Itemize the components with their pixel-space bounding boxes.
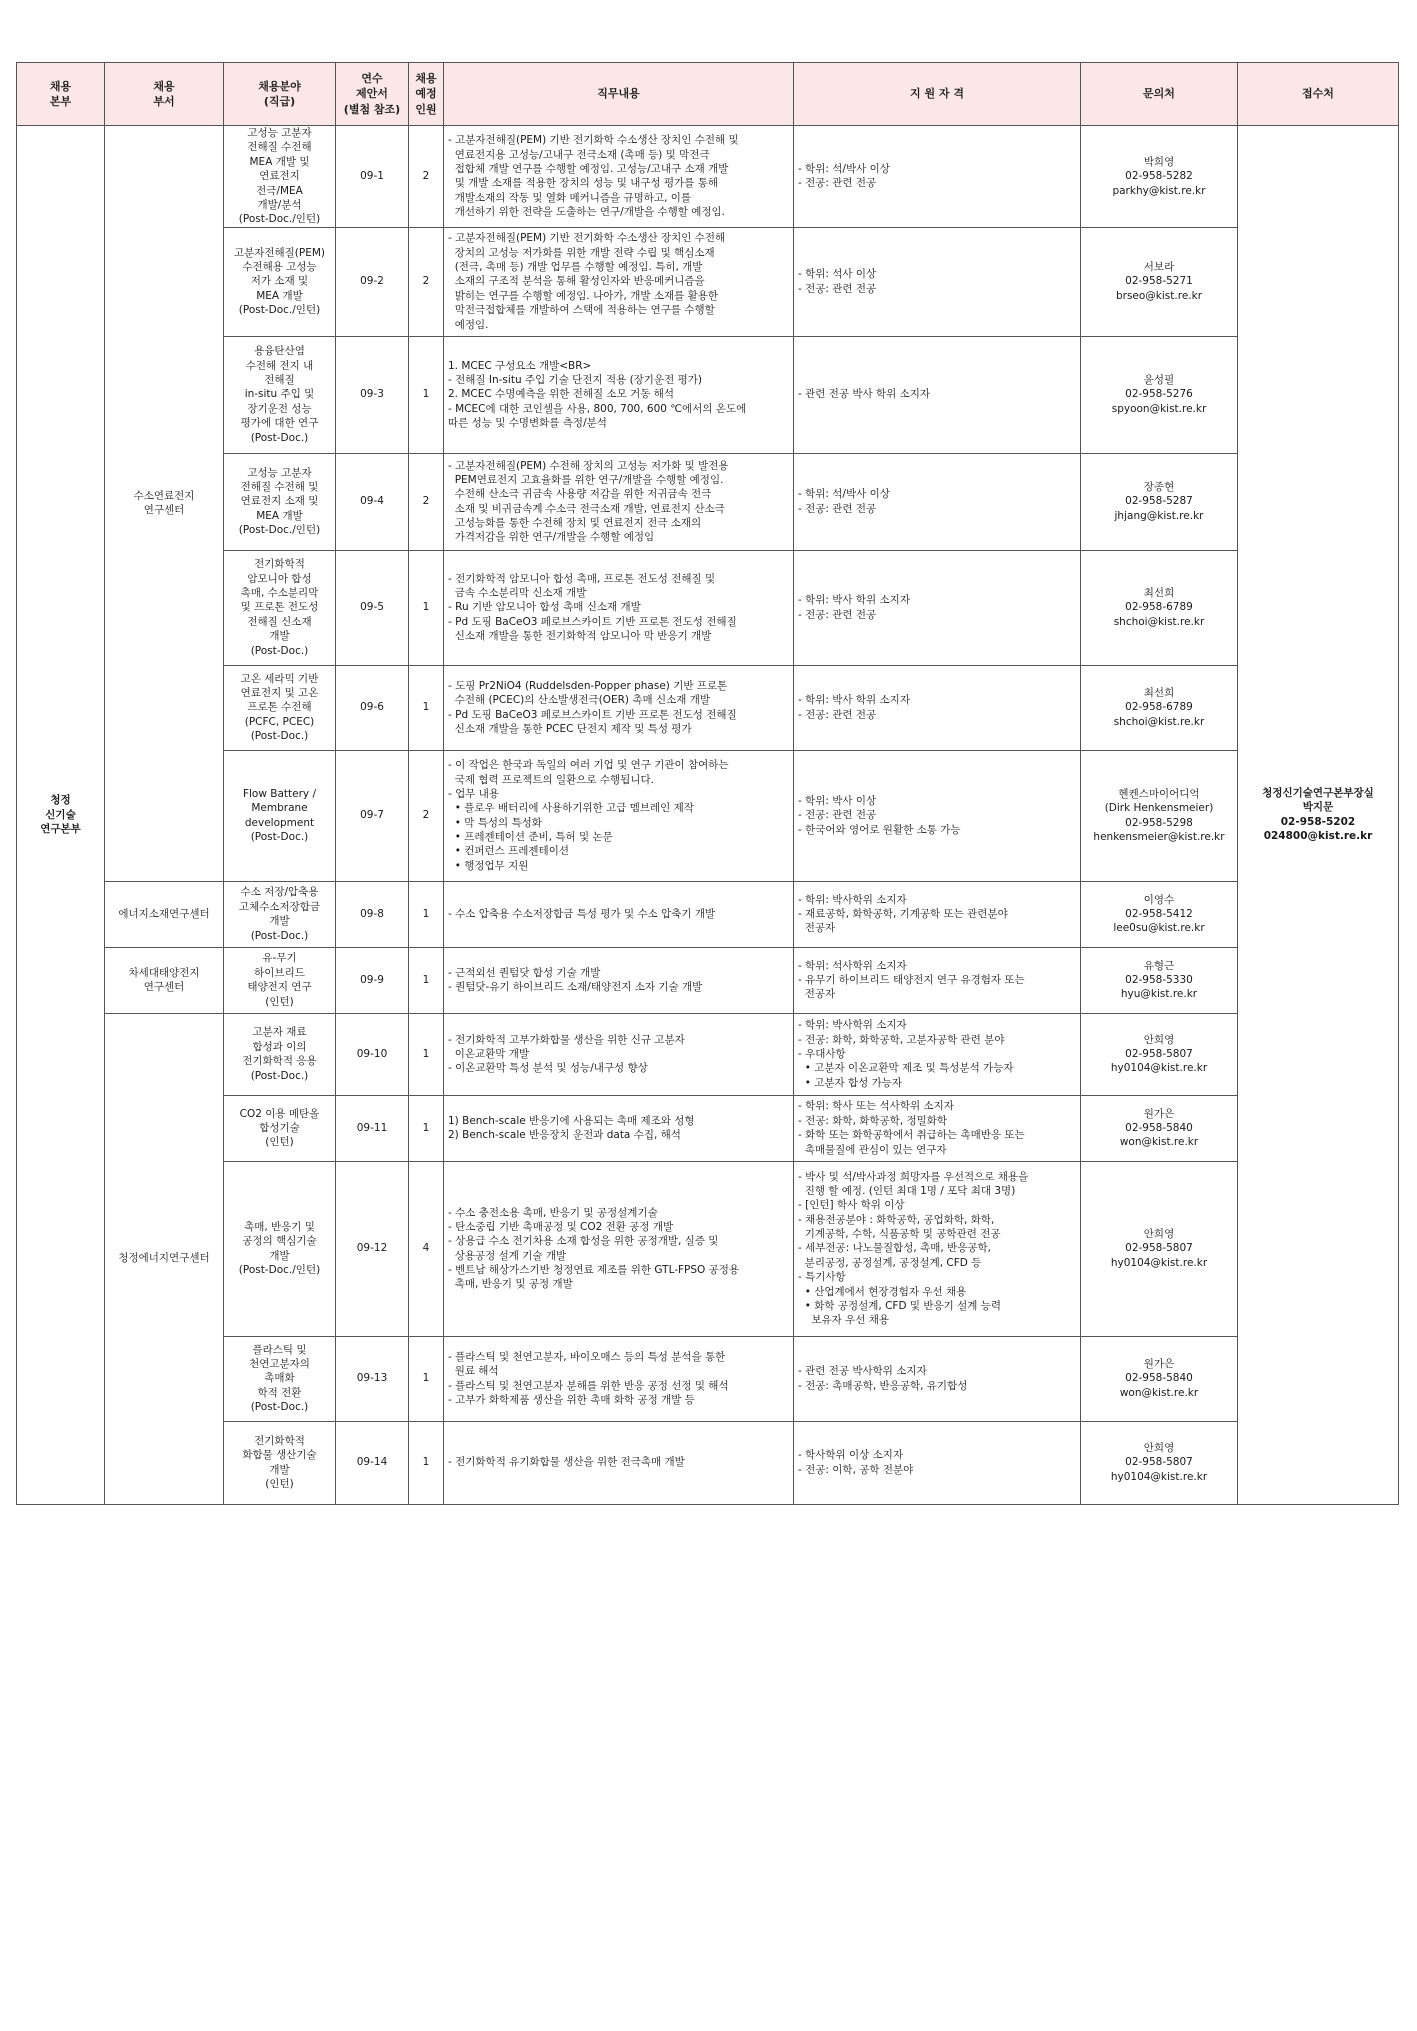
quals-cell: - 관련 전공 박사학위 소지자 - 전공: 촉매공학, 반응공학, 유기합성 — [794, 1336, 1081, 1421]
table-row — [17, 453, 1399, 550]
code-cell: 09-5 — [336, 550, 409, 665]
duties-cell: - 수소 충전소용 촉매, 반응기 및 공정설계기술 - 탄소중립 기반 촉매공정 및 CO2 전환 공정 개발 - 상용급 수소 전기차용 소재 합성을 위한 공정개발, 실증 및 상용공정 설계 기술 개발 - 벤트남 해상가스기반 청정연료 제조를 위한 GTL-FPSO 공정용 촉매, 반응기 및 공정 개발 — [444, 1161, 794, 1336]
duties-cell: - 전기화학적 암모니아 합성 촉매, 프로톤 전도성 전해질 및 금속 수소분리막 신소재 개발 - Ru 기반 암모니아 합성 촉매 신소재 개발 - Pd 도핑 BaCeO3 페로브스카이트 기반 프로톤 전도성 전해질 신소재 개발을 통한 전기화학적 암모니아 막 반응기 개발 — [444, 550, 794, 665]
field-cell: 고성능 고분자 전해질 수전해 및 연료전지 소재 및 MEA 개발 (Post-Doc./인턴) — [224, 453, 336, 550]
quals-cell: - 학위: 석/박사 이상 - 전공: 관련 전공 — [794, 126, 1081, 228]
table-row — [17, 1161, 1399, 1336]
duties-cell: 1) Bench-scale 반응기에 사용되는 촉매 제조와 성형 2) Bench-scale 반응장치 운전과 data 수집, 해석 — [444, 1095, 794, 1161]
code-cell: 09-9 — [336, 947, 409, 1013]
count-cell: 2 — [409, 453, 444, 550]
contact-cell: 안희영 02-958-5807 hy0104@kist.re.kr — [1081, 1161, 1238, 1336]
table-row — [17, 550, 1399, 665]
count-cell: 1 — [409, 881, 444, 947]
header-receipt: 접수처 — [1238, 63, 1399, 126]
table-row — [17, 126, 1399, 228]
count-cell: 2 — [409, 227, 444, 336]
contact-cell: 안희영 02-958-5807 hy0104@kist.re.kr — [1081, 1013, 1238, 1095]
field-cell: 촉매, 반응기 및 공정의 핵심기술 개발 (Post-Doc./인턴) — [224, 1161, 336, 1336]
duties-cell: - 수소 압축용 수소저장합금 특성 평가 및 수소 압축기 개발 — [444, 881, 794, 947]
field-cell: 고분자 재료 합성과 이의 전기화학적 응용 (Post-Doc.) — [224, 1013, 336, 1095]
field-cell: 고온 세라믹 기반 연료전지 및 고온 프로톤 수전해 (PCFC, PCEC) (Post-Doc.) — [224, 665, 336, 750]
field-cell: Flow Battery / Membrane development (Post-Doc.) — [224, 750, 336, 881]
field-cell: CO2 이용 메탄올 합성기술 (인턴) — [224, 1095, 336, 1161]
quals-cell: - 학위: 석사 이상 - 전공: 관련 전공 — [794, 227, 1081, 336]
table-row — [17, 1336, 1399, 1421]
contact-cell: 장종현 02-958-5287 jhjang@kist.re.kr — [1081, 453, 1238, 550]
contact-cell: 최선희 02-958-6789 shchoi@kist.re.kr — [1081, 550, 1238, 665]
code-cell: 09-2 — [336, 227, 409, 336]
field-cell: 전기화학적 암모니아 합성 촉매, 수소분리막 및 프로톤 전도성 전해질 신소재 개발 (Post-Doc.) — [224, 550, 336, 665]
code-cell: 09-4 — [336, 453, 409, 550]
table-row — [17, 1013, 1399, 1095]
contact-cell: 윤성필 02-958-5276 spyoon@kist.re.kr — [1081, 336, 1238, 453]
code-cell: 09-1 — [336, 126, 409, 228]
contact-cell: 원가은 02-958-5840 won@kist.re.kr — [1081, 1336, 1238, 1421]
table-row — [17, 947, 1399, 1013]
count-cell: 1 — [409, 550, 444, 665]
division-cell: 청정 신기술 연구본부 — [17, 126, 105, 1505]
quals-cell: - 학위: 박사 학위 소지자 - 전공: 관련 전공 — [794, 665, 1081, 750]
table-row — [17, 665, 1399, 750]
count-cell: 2 — [409, 750, 444, 881]
code-cell: 09-13 — [336, 1336, 409, 1421]
code-cell: 09-7 — [336, 750, 409, 881]
duties-cell: - 플라스틱 및 천연고분자, 바이오매스 등의 특성 분석을 통한 원료 해석 - 플라스틱 및 천연고분자 분해를 위한 반응 공정 선정 및 해석 - 고부가 화학제품 생산을 위한 촉매 화학 공정 개발 등 — [444, 1336, 794, 1421]
quals-cell: - 학위: 학사 또는 석사학위 소지자 - 전공: 화학, 화학공학, 정밀화학 - 화학 또는 화학공학에서 취급하는 촉매반응 또는 촉매물질에 관심이 있는 연구자 — [794, 1095, 1081, 1161]
count-cell: 4 — [409, 1161, 444, 1336]
count-cell: 1 — [409, 1421, 444, 1504]
code-cell: 09-12 — [336, 1161, 409, 1336]
contact-cell: 헨켄스마이어디억 (Dirk Henkensmeier) 02-958-5298 henkensmeier@kist.re.kr — [1081, 750, 1238, 881]
quals-cell: - 학위: 박사 학위 소지자 - 전공: 관련 전공 — [794, 550, 1081, 665]
department-cell: 차세대태양전지 연구센터 — [105, 947, 224, 1013]
contact-cell: 박희영 02-958-5282 parkhy@kist.re.kr — [1081, 126, 1238, 228]
field-cell: 전기화학적 화합물 생산기술 개발 (인턴) — [224, 1421, 336, 1504]
table-row — [17, 336, 1399, 453]
field-cell: 고성능 고분자 전해질 수전해 MEA 개발 및 연료전지 전극/MEA 개발/분석 (Post-Doc./인턴) — [224, 126, 336, 228]
field-cell: 수소 저장/압축용 고체수소저장합금 개발 (Post-Doc.) — [224, 881, 336, 947]
receipt-cell: 청정신기술연구본부장실 박지문 02-958-5202 024800@kist.re.kr — [1238, 126, 1399, 1505]
duties-cell: - 근적외선 퀀텀닷 합성 기술 개발 - 퀀텀닷-유기 하이브리드 소재/태양전지 소자 기술 개발 — [444, 947, 794, 1013]
quals-cell: - 학위: 박사 이상 - 전공: 관련 전공 - 한국어와 영어로 원활한 소통 가능 — [794, 750, 1081, 881]
header-division: 채용 본부 — [17, 63, 105, 126]
contact-cell: 원가은 02-958-5840 won@kist.re.kr — [1081, 1095, 1238, 1161]
recruitment-table — [16, 62, 1399, 1505]
field-cell: 유-무기 하이브리드 태양전지 연구 (인턴) — [224, 947, 336, 1013]
quals-cell: - 관련 전공 박사 학위 소지자 — [794, 336, 1081, 453]
header-contact: 문의처 — [1081, 63, 1238, 126]
header-headcount: 채용 예정 인원 — [409, 63, 444, 126]
contact-cell: 최선희 02-958-6789 shchoi@kist.re.kr — [1081, 665, 1238, 750]
count-cell: 1 — [409, 665, 444, 750]
count-cell: 1 — [409, 1095, 444, 1161]
code-cell: 09-10 — [336, 1013, 409, 1095]
table-row — [17, 1095, 1399, 1161]
count-cell: 1 — [409, 947, 444, 1013]
header-qualifications: 지 원 자 격 — [794, 63, 1081, 126]
duties-cell: - 고분자전해질(PEM) 수전해 장치의 고성능 저가화 및 발전용 PEM연료전지 고효율화를 위한 연구/개발을 수행할 예정임. 수전해 산소극 귀금속 사용량 저감을 위한 저귀금속 전극 소재 및 비귀금속계 수소극 전극소재 개발, 연료전지 산소극 고성능화를 통한 수전해 장치 및 연료전지 전극 소재의 가격저감을 위한 연구/개발을 수행할 예정임 — [444, 453, 794, 550]
field-cell: 플라스틱 및 천연고분자의 촉매화 학적 전환 (Post-Doc.) — [224, 1336, 336, 1421]
duties-cell: - 이 작업은 한국과 독일의 여러 기업 및 연구 기관이 참여하는 국제 협력 프로젝트의 일환으로 수행됩니다. - 업무 내용 • 플로우 배터리에 사용하기위한 고급 멤브레인 제작 • 막 특성의 특성화 • 프레젠테이션 준비, 특허 및 논문 • 컨퍼런스 프레젠테이션 • 행정업무 지원 — [444, 750, 794, 881]
header-department: 채용 부서 — [105, 63, 224, 126]
duties-cell: 1. MCEC 구성요소 개발<BR> - 전해질 In-situ 주입 기술 단전지 적용 (장기운전 평가) 2. MCEC 수명예측을 위한 전해질 소모 거동 해석 - MCEC에 대한 코인셀을 사용, 800, 700, 600 ℃에서의 온도에 따른 성능 및 수명변화를 측정/분석 — [444, 336, 794, 453]
department-cell: 에너지소재연구센터 — [105, 881, 224, 947]
table-row — [17, 750, 1399, 881]
code-cell: 09-11 — [336, 1095, 409, 1161]
quals-cell: - 학위: 박사학위 소지자 - 재료공학, 화학공학, 기계공학 또는 관련분야 전공자 — [794, 881, 1081, 947]
field-cell: 용융탄산염 수전해 전지 내 전해질 in-situ 주입 및 장기운전 성능 평가에 대한 연구 (Post-Doc.) — [224, 336, 336, 453]
count-cell: 2 — [409, 126, 444, 228]
header-proposal: 연수 제안서 (별첨 참조) — [336, 63, 409, 126]
duties-cell: - 고분자전해질(PEM) 기반 전기화학 수소생산 장치인 수전해 및 연료전지용 고성능/고내구 전극소재 (촉매 등) 및 막전극 접합체 개발 연구를 수행할 예정임. 고성능/고내구 소재 개발 및 개발 소재를 적용한 장치의 성능 및 내구성 평가를 통해 개발소재의 작동 및 열화 메커니즘을 규명하고, 이를 개선하기 위한 전략을 도출하는 연구/개발을 수행할 예정임. — [444, 126, 794, 228]
department-cell: 청정에너지연구센터 — [105, 1013, 224, 1504]
quals-cell: - 학위: 석/박사 이상 - 전공: 관련 전공 — [794, 453, 1081, 550]
contact-cell: 안희영 02-958-5807 hy0104@kist.re.kr — [1081, 1421, 1238, 1504]
header-duties: 직무내용 — [444, 63, 794, 126]
department-cell: 수소연료전지 연구센터 — [105, 126, 224, 882]
quals-cell: - 학위: 박사학위 소지자 - 전공: 화학, 화학공학, 고분자공학 관련 분야 - 우대사항 • 고분자 이온교환막 제조 및 특성분석 가능자 • 고분자 합성 가능자 — [794, 1013, 1081, 1095]
count-cell: 1 — [409, 336, 444, 453]
duties-cell: - 도핑 Pr2NiO4 (Ruddelsden-Popper phase) 기반 프로톤 수전해 (PCEC)의 산소발생전극(OER) 촉매 신소재 개발 - Pd 도핑 BaCeO3 페로브스카이트 기반 프로톤 전도성 전해질 신소재 개발을 통한 PCEC 단전지 제작 및 특성 평가 — [444, 665, 794, 750]
table-row — [17, 1421, 1399, 1504]
code-cell: 09-6 — [336, 665, 409, 750]
table-row — [17, 227, 1399, 336]
code-cell: 09-14 — [336, 1421, 409, 1504]
count-cell: 1 — [409, 1336, 444, 1421]
field-cell: 고분자전해질(PEM) 수전해용 고성능 저가 소재 및 MEA 개발 (Post-Doc./인턴) — [224, 227, 336, 336]
header-row — [17, 63, 1399, 126]
table-row — [17, 881, 1399, 947]
contact-cell: 서보라 02-958-5271 brseo@kist.re.kr — [1081, 227, 1238, 336]
code-cell: 09-8 — [336, 881, 409, 947]
header-field: 채용분야 (직급) — [224, 63, 336, 126]
quals-cell: - 학위: 석사학위 소지자 - 유무기 하이브리드 태양전지 연구 유경험자 또는 전공자 — [794, 947, 1081, 1013]
duties-cell: - 전기화학적 유기화합물 생산을 위한 전극촉매 개발 — [444, 1421, 794, 1504]
duties-cell: - 전기화학적 고부가화합물 생산을 위한 신규 고분자 이온교환막 개발 - 이온교환막 특성 분석 및 성능/내구성 향상 — [444, 1013, 794, 1095]
quals-cell: - 학사학위 이상 소지자 - 전공: 이학, 공학 전분야 — [794, 1421, 1081, 1504]
code-cell: 09-3 — [336, 336, 409, 453]
contact-cell: 유형근 02-958-5330 hyu@kist.re.kr — [1081, 947, 1238, 1013]
contact-cell: 이영수 02-958-5412 lee0su@kist.re.kr — [1081, 881, 1238, 947]
count-cell: 1 — [409, 1013, 444, 1095]
duties-cell: - 고분자전해질(PEM) 기반 전기화학 수소생산 장치인 수전해 장치의 고성능 저가화를 위한 개발 전략 수립 및 핵심소재 (전극, 촉매 등) 개발 업무를 수행할 예정임. 특히, 개발 소재의 구조적 분석을 통해 활성인자와 반응메커니즘을 밝히는 연구를 수행할 예정임. 나아가, 개발 소재를 활용한 막전극접합체를 개발하여 스택에 적용하는 연구를 수행할 예정임. — [444, 227, 794, 336]
quals-cell: - 박사 및 석/박사과정 희망자를 우선적으로 채용을 진행 할 예정. (인턴 최대 1명 / 포닥 최대 3명) - [인턴] 학사 학위 이상 - 채용전공분야 : 화학공학, 공업화학, 화학, 기계공학, 수학, 식품공학 및 공학관련 전공 - 세부전공: 나노물질합성, 촉매, 반응공학, 분리공정, 공정설계, 공정설계, CFD 등 - 특기사항 • 산업계에서 현장경험자 우선 채용 • 화학 공정설계, CFD 및 반응기 설계 능력 보유자 우선 채용 — [794, 1161, 1081, 1336]
